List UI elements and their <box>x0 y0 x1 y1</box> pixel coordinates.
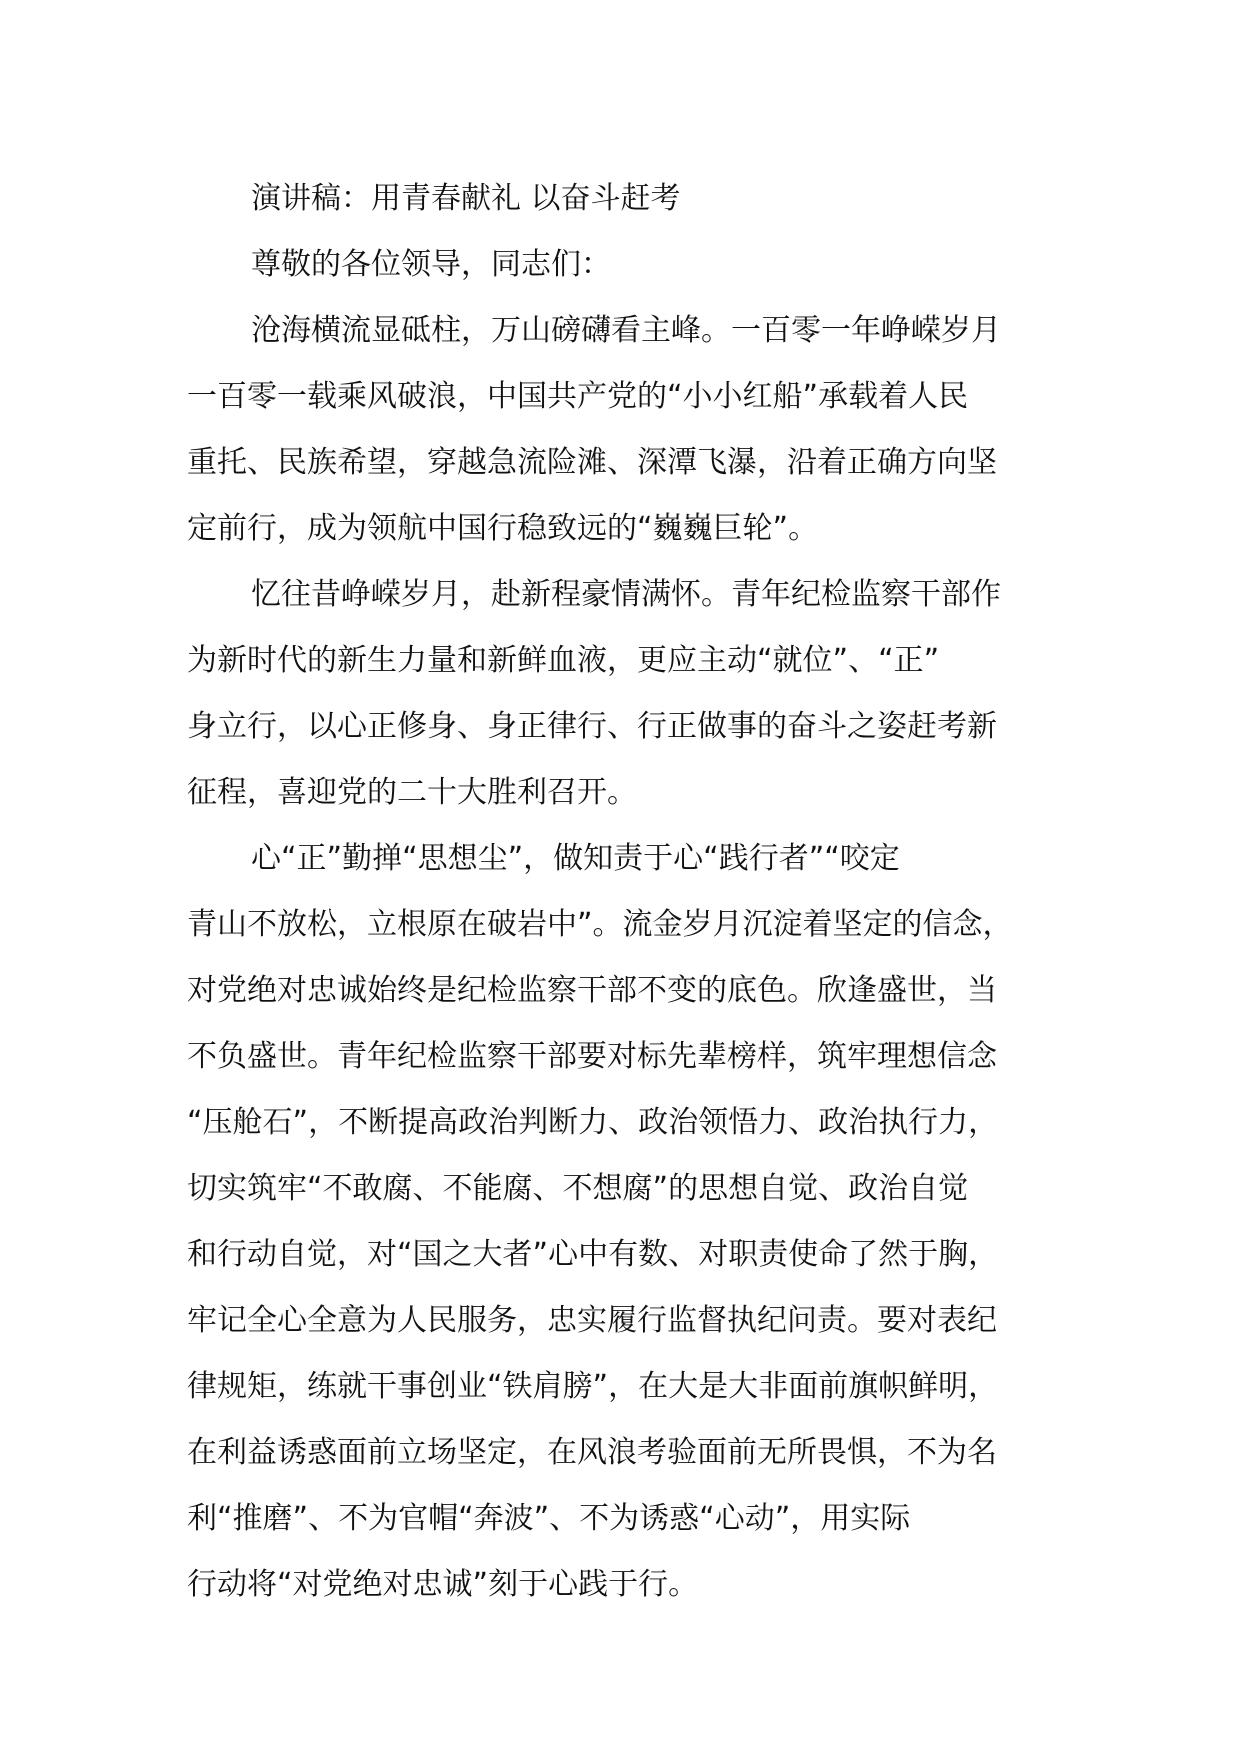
paragraph-line: 重托、民族希望，穿越急流险滩、深潭飞瀑，沿着正确方向坚 <box>187 445 997 480</box>
paragraph-line: 一百零一载乘风破浪，中国共产党的“小小红船”承载着人民 <box>187 379 969 414</box>
paragraph-line: 青山不放松，立根原在破岩中”。流金岁月沉淀着坚定的信念， <box>187 907 1013 942</box>
paragraph-line: 身立行，以心正修身、身正律行、行正做事的奋斗之姿赶考新 <box>187 709 997 744</box>
paragraph-line: 忆往昔峥嵘岁月，赴新程豪情满怀。青年纪检监察干部作 <box>251 577 1001 612</box>
paragraph-line: 心“正”勤掸“思想尘”，做知责于心“践行者”“咬定 <box>251 841 900 876</box>
paragraph-line: “压舱石”，不断提高政治判断力、政治领悟力、政治执行力， <box>187 1105 999 1140</box>
salutation: 尊敬的各位领导，同志们： <box>251 247 611 282</box>
paragraph-line: 和行动自觉，对“国之大者”心中有数、对职责使命了然于胸， <box>187 1237 999 1272</box>
paragraph-line: 不负盛世。青年纪检监察干部要对标先辈榜样，筑牢理想信念 <box>187 1039 997 1074</box>
paragraph-line: 切实筑牢“不敢腐、不能腐、不想腐”的思想自觉、政治自觉 <box>187 1171 969 1206</box>
paragraph-3 <box>187 826 1053 1618</box>
paragraph-1 <box>187 298 1053 562</box>
paragraph-2 <box>187 562 1053 826</box>
paragraph-line: 对党绝对忠诚始终是纪检监察干部不变的底色。欣逢盛世，当 <box>187 973 997 1008</box>
paragraph-line: 征程，喜迎党的二十大胜利召开。 <box>187 775 637 810</box>
paragraph-line: 为新时代的新生力量和新鲜血液，更应主动“就位”、“正” <box>187 643 940 678</box>
paragraph-line: 定前行，成为领航中国行稳致远的“巍巍巨轮”。 <box>187 511 819 546</box>
document-body <box>187 166 1053 1618</box>
paragraph-line: 利“推磨”、不为官帽“奔波”、不为诱惑“心动”，用实际 <box>187 1501 911 1536</box>
paragraph-line: 在利益诱惑面前立场坚定，在风浪考验面前无所畏惧，不为名 <box>187 1435 997 1470</box>
paragraph-line: 牢记全心全意为人民服务，忠实履行监督执纪问责。要对表纪 <box>187 1303 997 1338</box>
paragraph-line: 律规矩，练就干事创业“铁肩膀”，在大是大非面前旗帜鲜明， <box>187 1369 999 1404</box>
paragraph-line: 沧海横流显砥柱，万山磅礴看主峰。一百零一年峥嵘岁月 <box>251 313 1001 348</box>
document-title: 演讲稿：用青春献礼 以奋斗赶考 <box>251 181 681 216</box>
paragraph-line: 行动将“对党绝对忠诚”刻于心践于行。 <box>187 1567 699 1602</box>
